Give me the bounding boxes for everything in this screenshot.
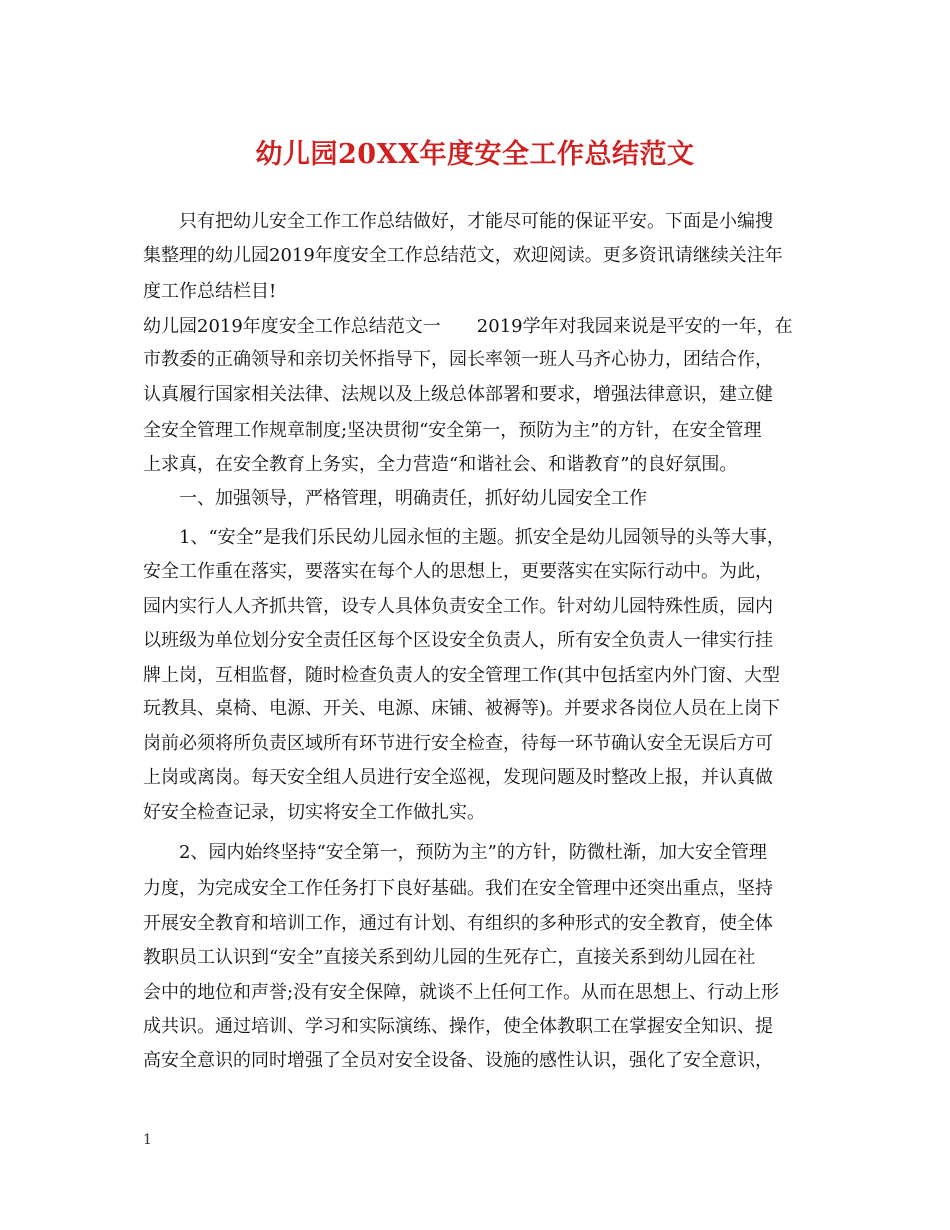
body-line-1: 只有把幼儿安全工作工作总结做好，才能尽可能的保证平安。下面是小编搜 <box>143 211 773 232</box>
body-line-14: 牌上岗，互相监督，随时检查负责人的安全管理工作(其中包括室内外门窗、大型 <box>143 665 781 686</box>
section-heading-1: 一、加强领导，严格管理，明确责任，抓好幼儿园安全工作 <box>143 488 647 509</box>
body-line-23: 会中的地位和声誉;没有安全保障，就谈不上任何工作。从而在思想上、行动上形 <box>143 982 780 1003</box>
body-line-20: 力度，为完成安全工作任务打下良好基础。我们在安全管理中还突出重点，坚持 <box>143 878 773 899</box>
body-line-4: 幼儿园2019年度安全工作总结范文一 2019学年对我园来说是平安的一年，在 <box>143 316 793 337</box>
body-line-21: 开展安全教育和培训工作，通过有计划、有组织的多种形式的安全教育，使全体 <box>143 913 773 934</box>
body-line-7: 全安全管理工作规章制度;坚决贯彻“安全第一，预防为主”的方针，在安全管理 <box>143 420 762 441</box>
body-line-19: 2、园内始终坚持“安全第一，预防为主”的方针，防微杜渐，加大安全管理 <box>143 842 767 863</box>
body-line-16: 岗前必须将所负责区域所有环节进行安全检查，待每一环节确认安全无误后方可 <box>143 733 773 754</box>
body-line-12: 园内实行人人齐抓共管，设专人具体负责安全工作。针对幼儿园特殊性质，园内 <box>143 596 773 617</box>
body-line-6: 认真履行国家相关法律、法规以及上级总体部署和要求，增强法律意识，建立健 <box>143 384 773 405</box>
body-line-25: 高安全意识的同时增强了全员对安全设备、设施的感性认识，强化了安全意识， <box>143 1050 773 1071</box>
body-line-13: 以班级为单位划分安全责任区每个区设安全负责人，所有安全负责人一律实行挂 <box>143 630 773 651</box>
body-line-10: 1、“安全”是我们乐民幼儿园永恒的主题。抓安全是幼儿园领导的头等大事， <box>143 527 785 548</box>
body-line-3: 度工作总结栏目! <box>143 281 277 302</box>
body-line-15: 玩教具、桌椅、电源、开关、电源、床铺、被褥等)。并要求各岗位人员在上岗下 <box>143 698 781 719</box>
body-line-24: 成共识。通过培训、学习和实际演练、操作，使全体教职工在掌握安全知识、提 <box>143 1016 773 1037</box>
document-title: 幼儿园20XX年度安全工作总结范文 <box>255 139 695 170</box>
page-number: 1 <box>143 1132 152 1148</box>
body-line-17: 上岗或离岗。每天安全组人员进行安全巡视，发现问题及时整改上报，并认真做 <box>143 767 773 788</box>
body-line-22: 教职员工认识到“安全”直接关系到幼儿园的生死存亡，直接关系到幼儿园在社 <box>143 947 756 968</box>
body-line-2: 集整理的幼儿园2019年度安全工作总结范文，欢迎阅读。更多资讯请继续关注年 <box>143 245 783 266</box>
body-line-8: 上求真，在安全教育上务实，全力营造“和谐社会、和谐教育”的良好氛围。 <box>143 454 738 475</box>
body-line-5: 市教委的正确领导和亲切关怀指导下，园长率领一班人马齐心协力，团结合作， <box>143 349 773 370</box>
body-line-11: 安全工作重在落实，要落实在每个人的思想上，更要落实在实际行动中。为此， <box>143 561 773 582</box>
body-line-18: 好安全检查记录，切实将安全工作做扎实。 <box>143 802 485 823</box>
